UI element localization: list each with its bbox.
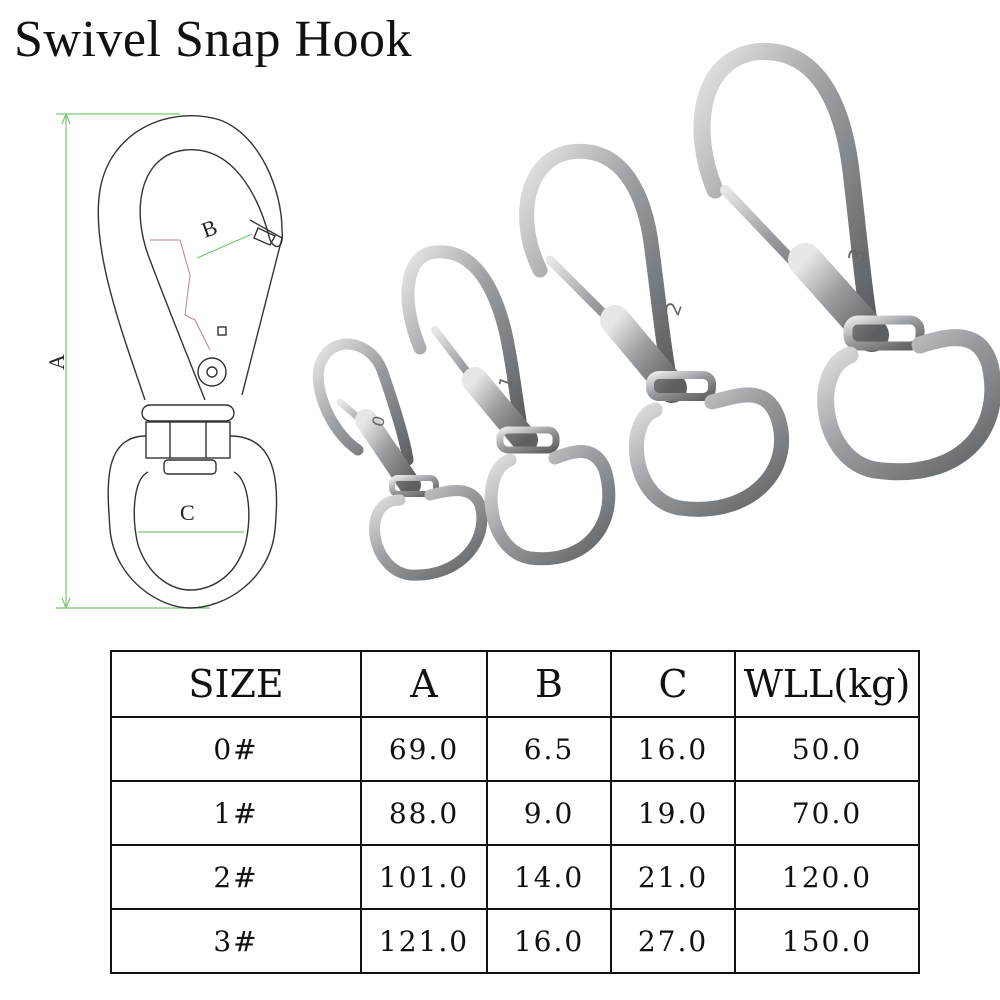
cell-b: 6.5 xyxy=(487,717,611,781)
cell-c: 21.0 xyxy=(611,845,735,909)
cell-size: 2# xyxy=(111,845,361,909)
cell-wll: 70.0 xyxy=(735,781,919,845)
table-row xyxy=(111,781,919,845)
hook-outline xyxy=(98,116,282,608)
hook-photo-size-1 xyxy=(408,252,609,559)
cell-c: 16.0 xyxy=(611,717,735,781)
table-header-row xyxy=(111,651,919,717)
cell-c: 27.0 xyxy=(611,909,735,973)
cell-b: 14.0 xyxy=(487,845,611,909)
cell-a: 121.0 xyxy=(361,909,487,973)
cell-size: 0# xyxy=(111,717,361,781)
cell-size: 3# xyxy=(111,909,361,973)
header-c: C xyxy=(611,651,735,717)
hook-photo-size-0 xyxy=(318,344,482,575)
cell-b: 9.0 xyxy=(487,781,611,845)
size-mark-1: 1 xyxy=(494,373,519,392)
size-mark-3: 3 xyxy=(844,245,873,268)
size-mark-2: 2 xyxy=(660,298,688,319)
hook-photo-size-3 xyxy=(702,51,993,471)
table-row xyxy=(111,717,919,781)
cell-size: 1# xyxy=(111,781,361,845)
cell-wll: 120.0 xyxy=(735,845,919,909)
label-c: C xyxy=(180,500,195,525)
size-mark-0: 0 xyxy=(367,413,390,430)
product-photos xyxy=(300,30,1000,600)
dimension-a xyxy=(56,114,210,608)
cell-c: 19.0 xyxy=(611,781,735,845)
dimension-diagram xyxy=(20,100,320,620)
table-row xyxy=(111,845,919,909)
table-row xyxy=(111,909,919,973)
label-a: A xyxy=(44,354,69,370)
cell-a: 88.0 xyxy=(361,781,487,845)
cell-wll: 150.0 xyxy=(735,909,919,973)
header-b: B xyxy=(487,651,611,717)
spec-table xyxy=(110,650,920,974)
label-b: B xyxy=(198,214,221,243)
header-a: A xyxy=(361,651,487,717)
page-title: Swivel Snap Hook xyxy=(14,11,412,68)
cell-a: 69.0 xyxy=(361,717,487,781)
header-size: SIZE xyxy=(111,651,361,717)
cell-wll: 50.0 xyxy=(735,717,919,781)
cell-b: 16.0 xyxy=(487,909,611,973)
cell-a: 101.0 xyxy=(361,845,487,909)
header-wll: WLL(kg) xyxy=(735,651,919,717)
